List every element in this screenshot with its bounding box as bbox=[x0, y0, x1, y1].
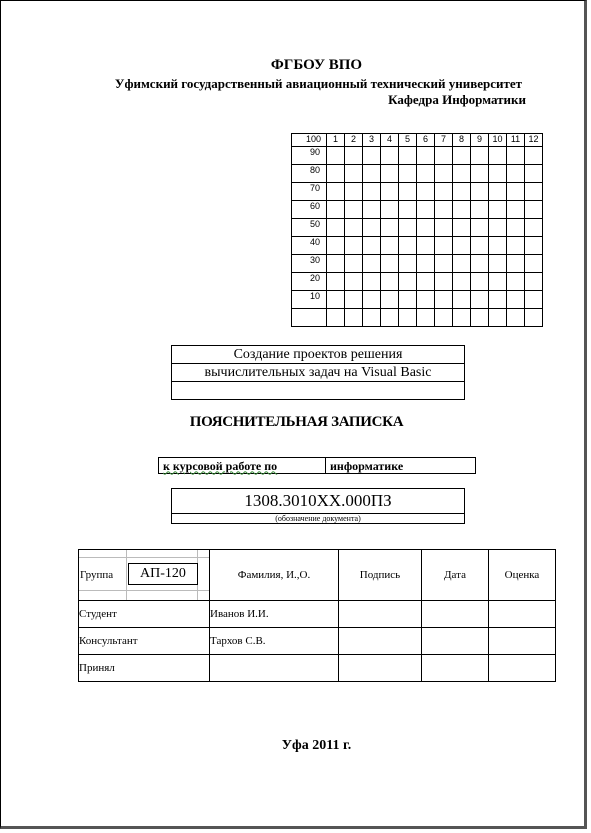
grade-cell bbox=[489, 628, 556, 655]
grid-column-label: 11 bbox=[507, 134, 525, 147]
grid-cell bbox=[345, 291, 363, 309]
grid-header-row bbox=[292, 134, 543, 147]
grid-row bbox=[292, 183, 543, 201]
grid-cell bbox=[453, 273, 471, 291]
org-name: ФГБОУ ВПО bbox=[270, 57, 363, 73]
grid-cell bbox=[489, 237, 507, 255]
grid-column-label: 6 bbox=[417, 134, 435, 147]
grid-cell bbox=[471, 255, 489, 273]
date-cell bbox=[422, 628, 489, 655]
grid-cell bbox=[507, 219, 525, 237]
guide-line bbox=[79, 557, 209, 558]
grid-cell bbox=[471, 309, 489, 327]
grid-column-label: 4 bbox=[381, 134, 399, 147]
grid-cell bbox=[489, 273, 507, 291]
grid-cell bbox=[417, 237, 435, 255]
grid-cell bbox=[453, 291, 471, 309]
grid-row bbox=[292, 309, 543, 327]
grid-cell bbox=[381, 237, 399, 255]
grid-cell bbox=[453, 165, 471, 183]
grid-cell bbox=[471, 291, 489, 309]
grid-cell bbox=[453, 309, 471, 327]
grid-row-label bbox=[292, 309, 327, 327]
grid-cell bbox=[381, 165, 399, 183]
grid-cell bbox=[417, 291, 435, 309]
grid-cell bbox=[417, 219, 435, 237]
grid-cell bbox=[525, 309, 543, 327]
grid-cell bbox=[327, 255, 345, 273]
grid-cell bbox=[507, 147, 525, 165]
document-code: 1308.3010ХХ.000ПЗ bbox=[172, 489, 465, 514]
grid-cell bbox=[417, 165, 435, 183]
grid-cell bbox=[399, 309, 417, 327]
grid-cell bbox=[327, 309, 345, 327]
grid-cell bbox=[435, 291, 453, 309]
course-subject: информатике bbox=[326, 458, 476, 474]
grid-row-label: 60 bbox=[292, 201, 327, 219]
grid-cell bbox=[327, 273, 345, 291]
grid-cell bbox=[507, 273, 525, 291]
grid-column-label: 2 bbox=[345, 134, 363, 147]
grid-column-label: 7 bbox=[435, 134, 453, 147]
grid-cell bbox=[453, 219, 471, 237]
document-code-box bbox=[171, 488, 465, 524]
grid-cell bbox=[489, 291, 507, 309]
grid-cell bbox=[363, 291, 381, 309]
grid-cell bbox=[435, 237, 453, 255]
grid-cell bbox=[453, 201, 471, 219]
grid-row bbox=[292, 237, 543, 255]
grid-cell bbox=[507, 309, 525, 327]
grid-cell bbox=[381, 183, 399, 201]
date-cell bbox=[422, 655, 489, 682]
grid-cell bbox=[471, 219, 489, 237]
grid-cell bbox=[471, 183, 489, 201]
department-name: Кафедра Информатики bbox=[388, 92, 526, 107]
project-title-line-1: Создание проектов решения bbox=[172, 346, 465, 364]
date-cell bbox=[422, 601, 489, 628]
grid-cell bbox=[345, 255, 363, 273]
grid-cell bbox=[525, 201, 543, 219]
document-code-caption: (обозначение документа) bbox=[172, 514, 465, 524]
grid-cell bbox=[525, 273, 543, 291]
grid-cell bbox=[471, 165, 489, 183]
grid-cell bbox=[435, 309, 453, 327]
grid-column-label: 12 bbox=[525, 134, 543, 147]
header-name: Фамилия, И.,О. bbox=[210, 550, 339, 601]
grid-column-label: 1 bbox=[327, 134, 345, 147]
grid-cell bbox=[453, 147, 471, 165]
header-signature: Подпись bbox=[339, 550, 422, 601]
grid-cell bbox=[345, 219, 363, 237]
grid-cell bbox=[381, 147, 399, 165]
grid-cell bbox=[363, 183, 381, 201]
project-title-line-3 bbox=[172, 382, 465, 400]
grid-cell bbox=[363, 219, 381, 237]
grid-cell bbox=[417, 201, 435, 219]
grid-cell bbox=[507, 183, 525, 201]
grid-row-label: 50 bbox=[292, 219, 327, 237]
grid-row-label: 10 bbox=[292, 291, 327, 309]
signature-cell bbox=[339, 655, 422, 682]
grid-cell bbox=[435, 165, 453, 183]
grid-cell bbox=[417, 183, 435, 201]
grid-cell bbox=[453, 183, 471, 201]
grid-cell bbox=[489, 201, 507, 219]
grid-cell bbox=[363, 237, 381, 255]
grid-cell bbox=[363, 201, 381, 219]
course-label-cell bbox=[159, 458, 326, 474]
grid-cell bbox=[507, 291, 525, 309]
grid-cell bbox=[453, 237, 471, 255]
grade-grid bbox=[291, 133, 543, 327]
grid-cell bbox=[399, 219, 417, 237]
grid-cell bbox=[435, 273, 453, 291]
grid-cell bbox=[399, 165, 417, 183]
grid-cell bbox=[435, 219, 453, 237]
signature-cell bbox=[339, 601, 422, 628]
grid-cell bbox=[525, 255, 543, 273]
grid-row bbox=[292, 255, 543, 273]
grid-cell bbox=[471, 201, 489, 219]
grid-cell bbox=[525, 219, 543, 237]
grid-cell bbox=[417, 147, 435, 165]
role-student: Студент bbox=[79, 601, 210, 628]
grid-cell bbox=[525, 165, 543, 183]
grid-cell bbox=[345, 183, 363, 201]
signature-cell bbox=[339, 628, 422, 655]
grid-cell bbox=[507, 165, 525, 183]
document-heading: ПОЯСНИТЕЛЬНАЯ ЗАПИСКА bbox=[189, 414, 404, 430]
grid-cell bbox=[381, 273, 399, 291]
grid-row bbox=[292, 165, 543, 183]
name-student: Иванов И.И. bbox=[210, 601, 339, 628]
grid-cell bbox=[489, 255, 507, 273]
grid-cell bbox=[327, 291, 345, 309]
city-year: Уфа 2011 г. bbox=[281, 738, 352, 753]
grid-cell bbox=[381, 309, 399, 327]
group-label: Группа bbox=[80, 569, 114, 581]
grid-row-label: 80 bbox=[292, 165, 327, 183]
grid-cell bbox=[399, 237, 417, 255]
table-row bbox=[79, 628, 556, 655]
grid-row-label: 90 bbox=[292, 147, 327, 165]
project-title-box bbox=[171, 345, 465, 400]
grid-cell bbox=[435, 201, 453, 219]
group-cell bbox=[79, 550, 210, 601]
grid-cell bbox=[345, 201, 363, 219]
grid-cell bbox=[327, 219, 345, 237]
grid-cell bbox=[363, 273, 381, 291]
grid-cell bbox=[471, 237, 489, 255]
grid-cell bbox=[327, 165, 345, 183]
grid-cell bbox=[489, 165, 507, 183]
grid-cell bbox=[345, 273, 363, 291]
grid-row bbox=[292, 273, 543, 291]
grid-row bbox=[292, 219, 543, 237]
grid-cell bbox=[345, 309, 363, 327]
table-row bbox=[79, 601, 556, 628]
grid-cell bbox=[507, 255, 525, 273]
grid-cell bbox=[327, 237, 345, 255]
project-title-line-2: вычислительных задач на Visual Basic bbox=[172, 364, 465, 382]
grid-column-label: 9 bbox=[471, 134, 489, 147]
grid-cell bbox=[399, 147, 417, 165]
grid-cell bbox=[525, 147, 543, 165]
grid-cell bbox=[507, 237, 525, 255]
grid-cell bbox=[345, 165, 363, 183]
grid-column-label: 5 bbox=[399, 134, 417, 147]
grid-cell bbox=[399, 201, 417, 219]
grid-row bbox=[292, 291, 543, 309]
name-accepted bbox=[210, 655, 339, 682]
grid-cell bbox=[399, 273, 417, 291]
course-label: к курсовой работе по bbox=[163, 458, 278, 473]
grid-column-label: 8 bbox=[453, 134, 471, 147]
signature-table bbox=[78, 549, 556, 682]
grid-corner-label: 100 bbox=[292, 134, 327, 147]
grid-cell bbox=[507, 201, 525, 219]
grid-cell bbox=[489, 309, 507, 327]
grid-cell bbox=[327, 201, 345, 219]
grid-column-label: 10 bbox=[489, 134, 507, 147]
grid-cell bbox=[489, 147, 507, 165]
group-value: АП-120 bbox=[128, 563, 198, 585]
grid-cell bbox=[399, 291, 417, 309]
grid-row-label: 30 bbox=[292, 255, 327, 273]
header-date: Дата bbox=[422, 550, 489, 601]
grid-cell bbox=[525, 237, 543, 255]
grade-cell bbox=[489, 655, 556, 682]
header-grade: Оценка bbox=[489, 550, 556, 601]
grid-cell bbox=[435, 183, 453, 201]
university-name: Уфимский государственный авиационный технический университет bbox=[114, 76, 523, 91]
grade-cell bbox=[489, 601, 556, 628]
grid-cell bbox=[363, 309, 381, 327]
grid-cell bbox=[417, 273, 435, 291]
grid-cell bbox=[381, 219, 399, 237]
grid-cell bbox=[417, 255, 435, 273]
course-line bbox=[158, 457, 476, 474]
grid-cell bbox=[471, 147, 489, 165]
grid-cell bbox=[417, 309, 435, 327]
grid-cell bbox=[525, 183, 543, 201]
table-row bbox=[79, 655, 556, 682]
grid-cell bbox=[399, 183, 417, 201]
grid-row-label: 20 bbox=[292, 273, 327, 291]
grid-cell bbox=[435, 255, 453, 273]
grid-cell bbox=[435, 147, 453, 165]
grid-cell bbox=[345, 147, 363, 165]
grid-cell bbox=[381, 201, 399, 219]
grid-cell bbox=[489, 183, 507, 201]
grid-cell bbox=[453, 255, 471, 273]
grid-cell bbox=[489, 219, 507, 237]
grid-row bbox=[292, 201, 543, 219]
grid-row-label: 40 bbox=[292, 237, 327, 255]
grid-column-label: 3 bbox=[363, 134, 381, 147]
grid-cell bbox=[363, 255, 381, 273]
guide-line bbox=[79, 590, 209, 591]
grid-cell bbox=[381, 255, 399, 273]
grid-cell bbox=[525, 291, 543, 309]
grid-cell bbox=[471, 273, 489, 291]
grid-cell bbox=[363, 147, 381, 165]
grid-row-label: 70 bbox=[292, 183, 327, 201]
grid-cell bbox=[327, 147, 345, 165]
grid-cell bbox=[327, 183, 345, 201]
role-consultant: Консультант bbox=[79, 628, 210, 655]
grid-cell bbox=[399, 255, 417, 273]
grid-cell bbox=[345, 237, 363, 255]
grid-row bbox=[292, 147, 543, 165]
grid-cell bbox=[381, 291, 399, 309]
grid-cell bbox=[363, 165, 381, 183]
name-consultant: Тархов С.В. bbox=[210, 628, 339, 655]
role-accepted: Принял bbox=[79, 655, 210, 682]
